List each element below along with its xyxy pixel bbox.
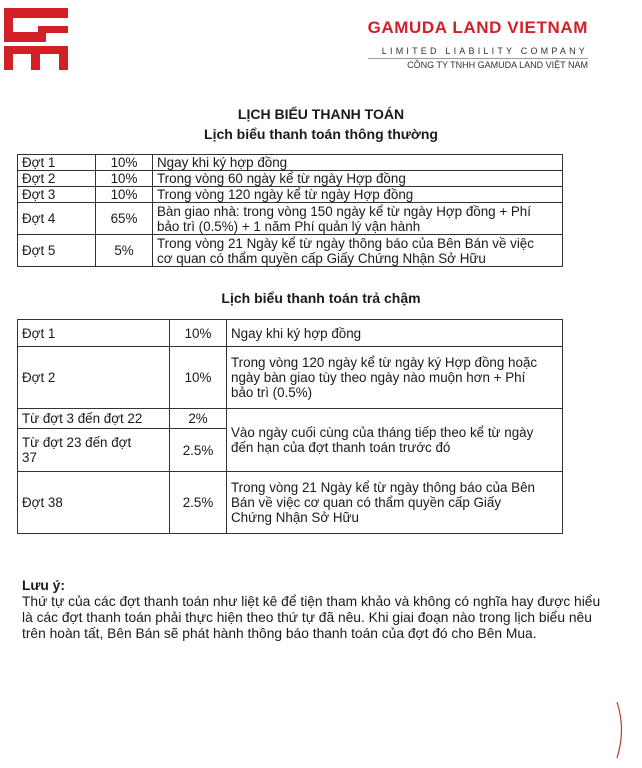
phase-cell: Từ đợt 3 đến đợt 22: [18, 409, 170, 429]
percent-cell: 5%: [96, 235, 153, 267]
description-cell: [227, 347, 563, 409]
phase-cell: Đợt 38: [18, 472, 170, 534]
table-row: [18, 320, 563, 347]
table-row: [18, 472, 563, 534]
percent-cell: 10%: [96, 155, 153, 171]
company-name-vn: CÔNG TY TNHH GAMUDA LAND VIỆT NAM: [368, 58, 588, 70]
table-row: [18, 187, 563, 203]
percent-cell: 10%: [96, 171, 153, 187]
description-cell: [153, 203, 563, 235]
document-title: LỊCH BIỂU THANH TOÁN: [237, 106, 405, 122]
description-line: đến hạn của đợt thanh toán trước đó: [231, 440, 451, 455]
note-title: Lưu ý:: [22, 578, 65, 593]
percent-cell: 10%: [170, 347, 227, 409]
note-section: [22, 578, 602, 642]
company-header: [368, 18, 588, 70]
description-line: Chứng Nhận Sở Hữu: [231, 510, 359, 525]
percent-cell: 65%: [96, 203, 153, 235]
description-cell: [227, 472, 563, 534]
description-line: Trong vòng 21 Ngày kể từ ngày thông báo của Bên Bán về việc: [157, 235, 534, 251]
table-row: [18, 235, 563, 267]
percent-cell: 10%: [96, 187, 153, 203]
page-edge-mark: [614, 700, 628, 760]
table-row: [18, 171, 563, 187]
phase-cell: Đợt 1: [18, 155, 96, 171]
description-cell: [153, 235, 563, 267]
deferred-payment-table: [17, 319, 563, 534]
gamuda-logo: [4, 8, 68, 70]
description-line: ngày bàn giao tùy theo ngày nào muộn hơn + Phí: [231, 370, 526, 385]
schedule1-heading: Lịch biểu thanh toán thông thường: [204, 126, 438, 142]
description-line: Vào ngày cuối cùng của tháng tiếp theo kể từ ngày: [231, 425, 534, 440]
description-line: Bàn giao nhà: trong vòng 150 ngày kể từ ngày Hợp đồng + Phí: [157, 203, 531, 219]
company-type: LIMITED LIABILITY COMPANY: [381, 46, 588, 56]
phase-cell: Đợt 5: [18, 235, 96, 267]
phase-cell: Đợt 2: [18, 347, 170, 409]
description-line: Trong vòng 21 Ngày kể từ ngày thông báo của Bên: [231, 480, 536, 495]
percent-cell: 2.5%: [170, 472, 227, 534]
description-cell: Trong vòng 120 ngày kể từ ngày Hợp đồng: [153, 187, 563, 203]
percent-cell: 2.5%: [170, 429, 227, 472]
schedule2-heading: Lịch biểu thanh toán trả chậm: [221, 290, 421, 306]
phase-line: Từ đợt 23 đến đợt: [22, 435, 132, 450]
description-line: bảo trì (0.5%): [231, 385, 313, 400]
phase-cell: Đợt 1: [18, 320, 170, 347]
table-row: [18, 347, 563, 409]
table-row: [18, 203, 563, 235]
percent-cell: 10%: [170, 320, 227, 347]
note-text: Thứ tự của các đợt thanh toán như liệt kê để tiện tham khảo và không có nghĩa hay được hiểu là các đợt thanh toán phải thực hiện theo thứ tự đã nêu. Khi giai đoạn nào trong lịch biểu nêu trên hoàn tất, Bên Bán sẽ phát hành thông báo thanh toán của đợt đó cho Bên Mua.: [22, 594, 601, 641]
standard-payment-table: [17, 154, 563, 267]
company-name: GAMUDA LAND VIETNAM: [367, 18, 588, 37]
description-cell: Ngay khi ký hợp đồng: [227, 320, 563, 347]
table-row: [18, 409, 563, 429]
table-row: [18, 155, 563, 171]
description-cell: Trong vòng 60 ngày kể từ ngày Hợp đồng: [153, 171, 563, 187]
description-line: bảo trì (0.5%) + 1 năm Phí quản lý vận hành: [157, 218, 421, 234]
description-cell: Ngay khi ký hợp đồng: [153, 155, 563, 171]
phase-cell: [18, 429, 170, 472]
phase-line: 37: [22, 450, 37, 465]
phase-cell: Đợt 2: [18, 171, 96, 187]
description-line: cơ quan có thẩm quyền cấp Giấy Chứng Nhận Sở Hữu: [157, 250, 486, 266]
percent-cell: 2%: [170, 409, 227, 429]
description-line: Trong vòng 120 ngày kể từ ngày ký Hợp đồng hoặc: [231, 355, 538, 370]
description-line: Bán về việc cơ quan có thẩm quyền cấp Giấy: [231, 495, 502, 510]
phase-cell: Đợt 4: [18, 203, 96, 235]
phase-cell: Đợt 3: [18, 187, 96, 203]
description-cell: [227, 409, 563, 472]
